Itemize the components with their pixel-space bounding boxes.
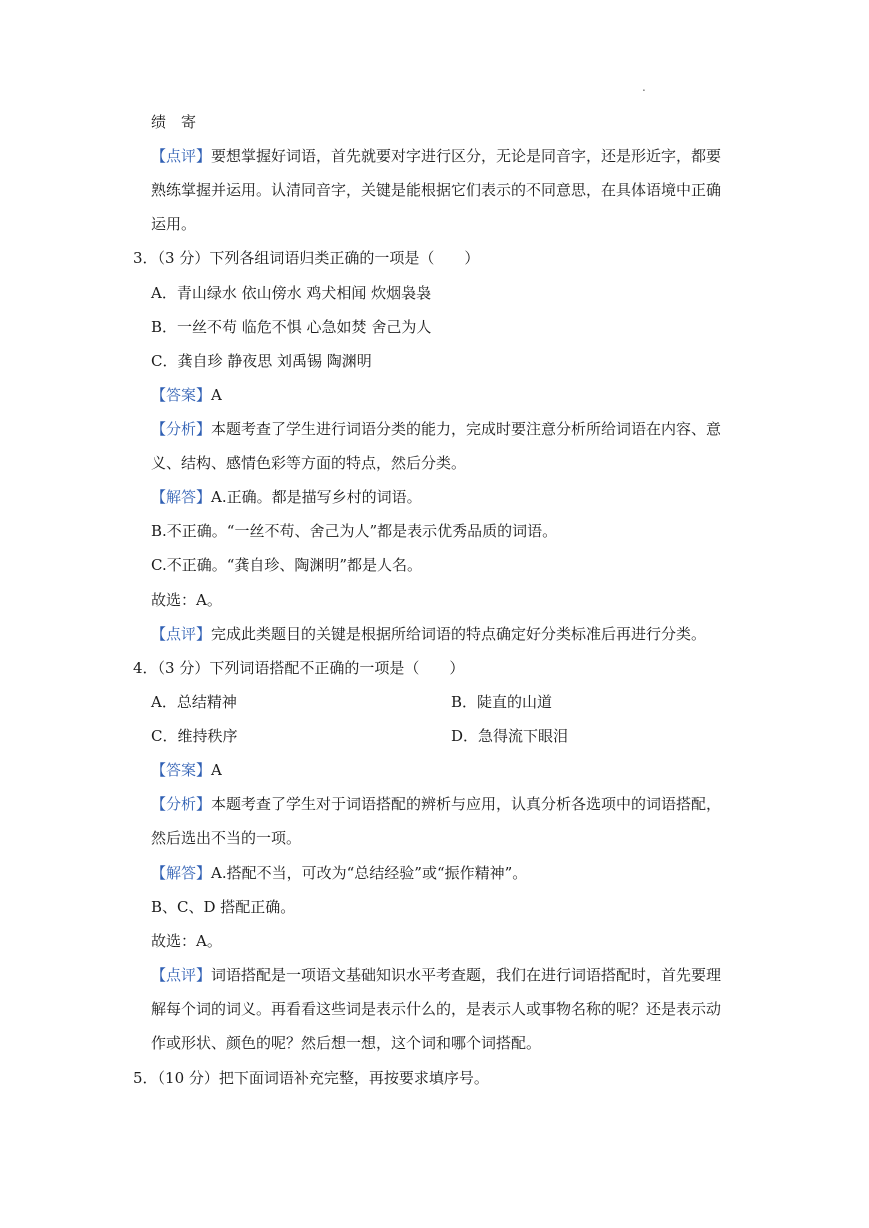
analysis-text: 本题考查了学生对于词语搭配的辨析与应用，认真分析各选项中的词语搭配， [211,795,722,813]
answer-text: A [211,386,222,404]
comment-tag: 【点评】 [151,147,212,165]
comment-line [151,624,706,644]
text-line: 然后选出不当的一项。 [151,829,302,847]
option-b: B．一丝不苟 临危不惧 心急如焚 舍己为人 [151,318,432,336]
text-line: B、C、D 搭配正确。 [151,898,296,916]
answer-line [151,760,222,780]
solution-text: A.正确。都是描写乡村的词语。 [211,488,422,506]
question-4: 4．（3 分）下列词语搭配不正确的一项是（ ） [133,659,465,677]
analysis-text: 本题考查了学生进行词语分类的能力，完成时要注意分析所给词语在内容、意 [211,420,722,438]
option-a: A．总结精神 [151,693,237,711]
answer-tag: 【答案】 [151,761,212,779]
text-line: 义、结构、感情色彩等方面的特点，然后分类。 [151,454,467,472]
comment-tag: 【点评】 [151,966,212,984]
solution-line [151,487,422,507]
analysis-tag: 【分析】 [151,795,212,813]
analysis-tag: 【分析】 [151,420,212,438]
answer-tag: 【答案】 [151,386,212,404]
solution-tag: 【解答】 [151,488,212,506]
text-line: 故选：A。 [151,591,222,609]
solution-tag: 【解答】 [151,864,212,882]
question-3: 3．（3 分）下列各组词语归类正确的一项是（ ） [133,249,480,267]
text-line: B.不正确。“一丝不苟、舍己为人”都是表示优秀品质的词语。 [151,522,558,540]
text-line: C.不正确。“龚自珍、陶渊明”都是人名。 [151,556,423,574]
answer-text: A [211,761,222,779]
comment-line [151,146,721,166]
option-c: C．维持秩序 [151,727,238,745]
text-line: 作或形状、颜色的呢？然后想一想，这个词和哪个词搭配。 [151,1034,542,1052]
header-mark: . [642,80,646,94]
text-line: 故选：A。 [151,932,222,950]
option-a: A．青山绿水 依山傍水 鸡犬相闻 炊烟袅袅 [151,284,432,302]
text-line: 熟练掌握并运用。认清同音字，关键是能根据它们表示的不同意思，在具体语境中正确 [151,181,722,199]
option-b: B．陡直的山道 [451,693,553,711]
option-d: D．急得流下眼泪 [451,727,569,745]
text-line: 绩 寄 [151,113,197,131]
solution-line [151,863,527,883]
option-c: C．龚自珍 静夜思 刘禹锡 陶渊明 [151,352,372,370]
answer-line [151,385,222,405]
analysis-line [151,794,721,814]
text-line: 运用。 [151,215,197,233]
comment-text: 完成此类题目的关键是根据所给词语的特点确定好分类标准后再进行分类。 [211,625,707,643]
comment-text: 词语搭配是一项语文基础知识水平考查题，我们在进行词语搭配时，首先要理 [211,966,722,984]
question-5: 5．（10 分）把下面词语补充完整，再按要求填序号。 [133,1069,489,1087]
analysis-line [151,419,721,439]
text-line: 解每个词的词义。再看看这些词是表示什么的，是表示人或事物名称的呢？还是表示动 [151,1000,722,1018]
comment-line [151,965,721,985]
solution-text: A.搭配不当，可改为“总结经验”或“振作精神”。 [211,864,528,882]
comment-tag: 【点评】 [151,625,212,643]
comment-text: 要想掌握好词语，首先就要对字进行区分，无论是同音字，还是形近字，都要 [211,147,722,165]
